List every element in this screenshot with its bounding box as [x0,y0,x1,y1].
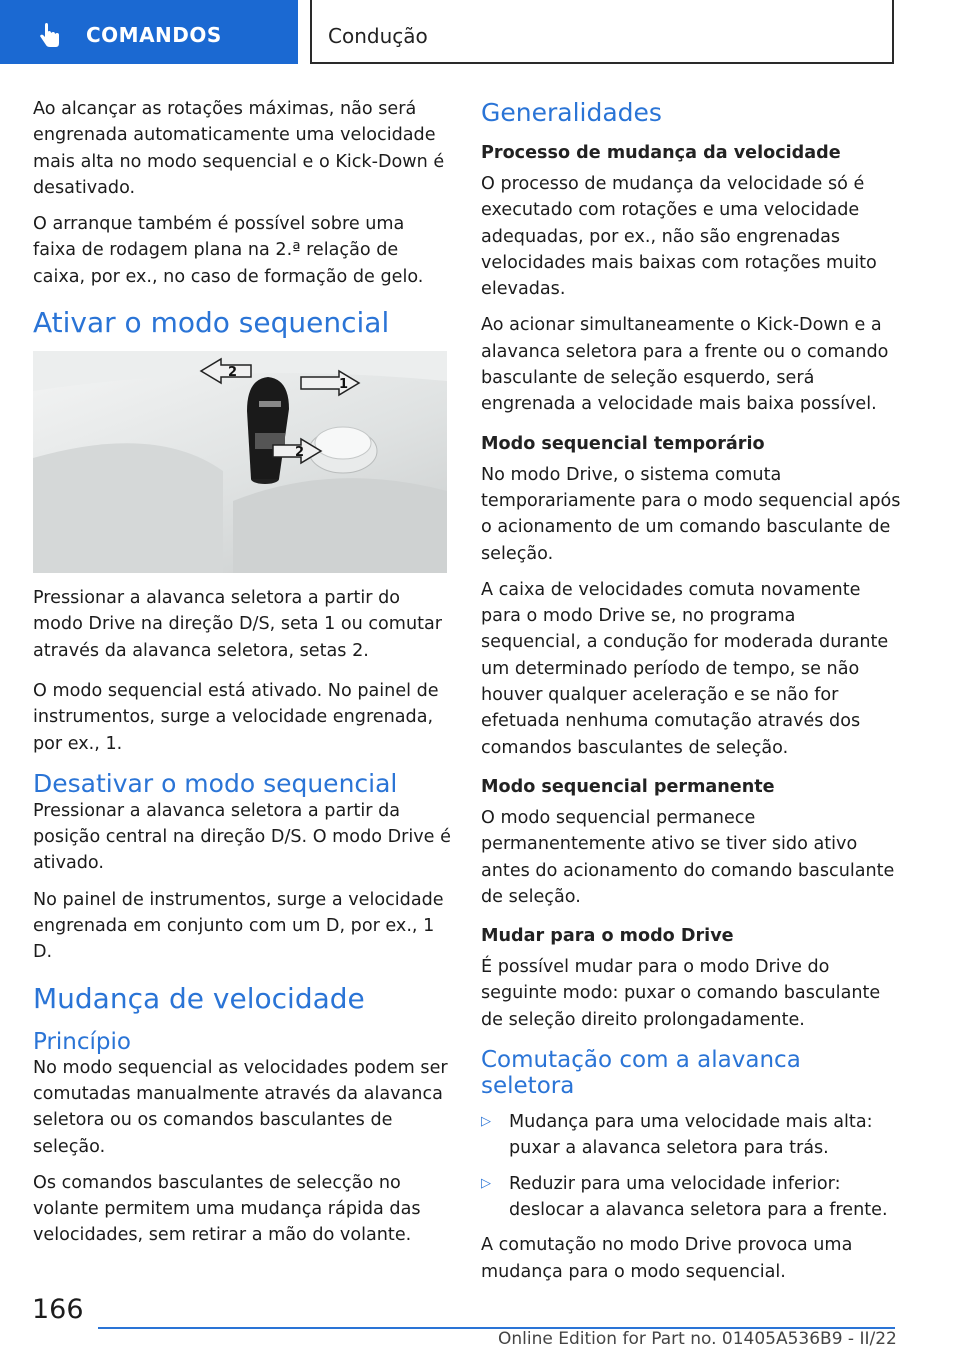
paragraph: É possível mudar para o modo Drive do seguinte modo: puxar o comando basculante de seleção direito prolongadamente. [481,957,881,1030]
gear-selector-illustration [33,351,447,573]
heading-desativar: Desativar o modo sequencial [33,768,398,798]
left-column [33,96,451,1259]
bullet-list [481,1109,901,1223]
subheading-temporario: Modo sequencial temporário [481,433,765,454]
paragraph: Pressionar a alavanca seletora a partir da posição central na direção D/S. O modo Drive é ativado. [33,800,451,874]
section-tab[interactable] [0,0,298,64]
heading-ativar: Ativar o modo sequencial [33,306,390,340]
subheading-processo: Processo de mudança da velocidade [481,143,841,163]
triangle-bullet-icon: ▷ [481,1114,491,1130]
paragraph: O modo sequencial está ativado. No painel de instrumentos, surge a velocidade engrenada, por ex., 1. [33,680,439,754]
photo-label-2-top: 2 [228,365,238,381]
heading-generalidades: Generalidades [481,98,662,127]
paragraph: O arranque também é possível sobre uma faixa de rodagem plana na 2.ª relação de caixa, por ex., no caso de formação de gelo. [33,214,424,287]
list-item-text: Mudança para uma velocidade mais alta: puxar a alavanca seletora para trás. [509,1112,873,1159]
chapter-title-box [310,0,894,64]
paragraph: Ao acionar simultaneamente o Kick-Down e a alavanca seletora para a frente ou o comando basculante de seleção esquerdo, será engrenada a velocidade mais baixa possível. [481,315,889,415]
photo-label-2-bottom: 2 [295,445,305,461]
list-item-text: Reduzir para uma velocidade inferior: deslocar a alavanca seletora para a frente. [509,1173,888,1220]
list-item [481,1171,901,1224]
triangle-bullet-icon: ▷ [481,1175,491,1191]
subheading-drive: Mudar para o modo Drive [481,926,734,947]
paragraph: O modo sequencial permanece permanentemente ativo se tiver sido ativo antes do acionamento do comando basculante de seleção. [481,807,895,907]
paragraph: No modo Drive, o sistema comuta temporariamente para o modo sequencial após o acionamento de um comando basculante de seleção. [481,464,901,564]
page-number: 166 [32,1294,84,1325]
edition-note: Online Edition for Part no. 01405A536B9 - II/22 [498,1329,897,1349]
page-header [0,0,960,66]
paragraph: O processo de mudança da velocidade só é executado com rotações e uma velocidade adequadas, por ex., não são engrenadas velocidades mais baixas com rotações muito elevadas. [481,174,877,300]
paragraph: Pressionar a alavanca seletora a partir do modo Drive na direção D/S, seta 1 ou comutar através da alavanca seletora, setas 2. [33,588,443,661]
heading-comutacao: Comutação com a alavanca seletora [481,1047,801,1100]
paragraph: Os comandos basculantes de selecção no volante permitem uma mudança rápida das velocidades, sem retirar a mão do volante. [33,1172,421,1246]
heading-mudanca: Mudança de velocidade [33,981,365,1015]
heading-principio: Princípio [33,1028,131,1055]
chapter-title: Condução [328,24,428,48]
arrow-1 [301,371,359,395]
paragraph: Ao alcançar as rotações máximas, não será engrenada automaticamente uma velocidade mais alta no modo sequencial e o Kick-Down é desativado. [33,99,445,198]
list-item [481,1109,901,1162]
gear-selector-photo [33,351,447,573]
photo-label-1: 1 [339,377,349,393]
section-label: COMANDOS [86,23,222,47]
right-column [481,96,901,1295]
paragraph: A caixa de velocidades comuta novamente para o modo Drive se, no programa sequencial, a condução for moderada durante um determinado período de tempo, se não houver qualquer aceleração e se não for efetuada nenhuma comutação através dos comandos basculantes de seleção. [481,579,889,758]
paragraph: No painel de instrumentos, surge a velocidade engrenada em conjunto com um D, por ex., 1 D. [33,889,444,963]
subheading-permanente: Modo sequencial permanente [481,776,775,797]
paragraph: A comutação no modo Drive provoca uma mudança para o modo sequencial. [481,1235,853,1282]
paragraph: No modo sequencial as velocidades podem ser comutadas manualmente através da alavanca seletora ou os comandos basculantes de seleção. [33,1057,448,1157]
hand-pointer-icon [36,22,64,50]
